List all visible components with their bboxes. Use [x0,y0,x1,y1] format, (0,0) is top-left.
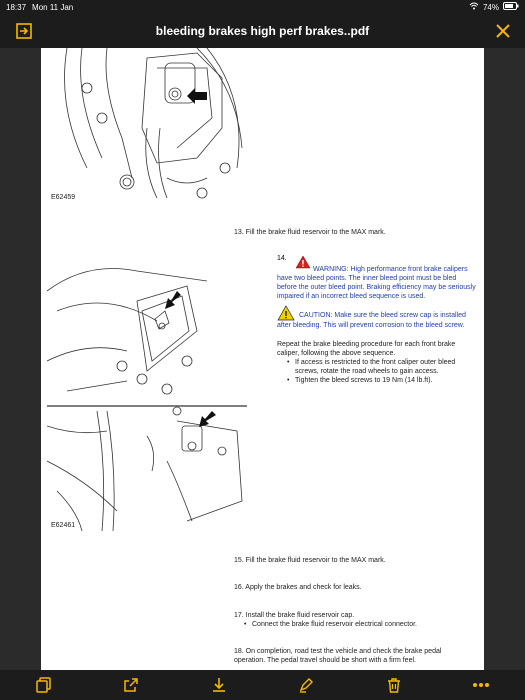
status-time: 18:37 [6,2,27,12]
figure-caliper-bleed-points [47,251,247,531]
copy-icon[interactable] [34,675,54,695]
step-14-number: 14. [277,255,287,262]
list-item: • If access is restricted to the front caliper outer bleed screws, rotate the road wheels to gain access. [285,358,477,376]
step-16: 16. Apply the brakes and check for leaks. [234,584,362,591]
step-14-block [277,254,477,385]
battery-level: 74% [482,2,499,12]
step-15: 15. Fill the brake fluid reservoir to the MAX mark. [234,557,386,564]
top-toolbar [0,14,525,48]
more-icon[interactable] [471,675,491,695]
list-item: • Tighten the bleed screws to 19 Nm (14 lb.ft). [285,376,477,385]
battery-icon [503,2,519,12]
warning-icon [295,255,311,272]
wifi-icon [469,2,479,12]
caution-text: CAUTION: Make sure the bleed screw cap is installed after bleeding. This will prevent corrosion to the bleed screw. [277,312,466,329]
annotate-pen-icon[interactable] [296,675,316,695]
step-17: 17. Install the brake fluid reservoir cap. [234,612,355,619]
step-13: 13. Fill the brake fluid reservoir to the MAX mark. [234,229,386,236]
figure-label: E62459 [51,194,76,201]
close-icon[interactable] [491,19,515,43]
step-17-bullets [242,620,474,629]
share-icon[interactable] [121,675,141,695]
caution-icon [277,305,295,324]
download-icon[interactable] [209,675,229,695]
pdf-page[interactable] [41,48,484,670]
step-14-bullets [285,358,477,385]
figure-caliper-top [47,48,247,206]
figure-label: E62461 [51,522,76,529]
repeat-instruction: Repeat the brake bleeding procedure for each front brake caliper, following the above sequence. [277,340,456,357]
trash-icon[interactable] [384,675,404,695]
bottom-toolbar [0,670,525,700]
document-title: bleeding brakes high perf brakes..pdf [155,24,370,38]
status-date: Mon 11 Jan [32,2,74,12]
warning-text: WARNING: High performance front brake calipers have two bleed points. The inner bleed point must be bled before the outer bleed point. Braking efficiency may be seriously impaired if an incorrect bleed sequence is used. [277,266,476,301]
step-18: 18. On completion, road test the vehicle and check the brake pedal operation. The pedal travel should be short with a firm feel. [234,648,442,665]
status-bar [0,0,525,14]
list-item: • Connect the brake fluid reservoir electrical connector. [242,620,474,629]
